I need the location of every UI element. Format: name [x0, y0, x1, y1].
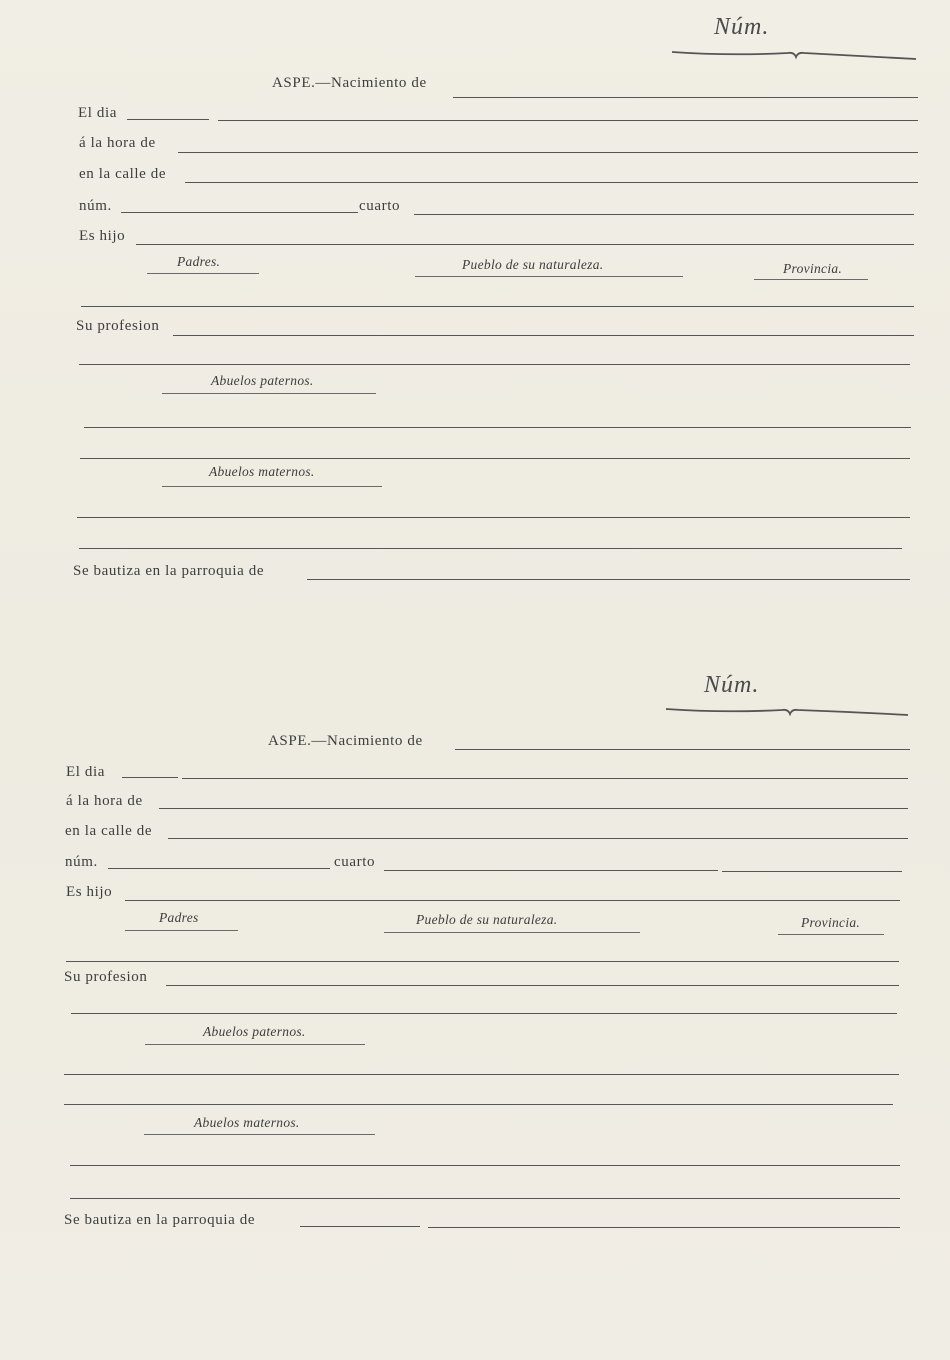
padres-header: Padres — [159, 910, 199, 925]
abuelos-paternos-line-1 — [84, 427, 911, 428]
padres-underline — [147, 273, 259, 274]
calle-label: en la calle de — [65, 823, 153, 839]
bautiza-line — [307, 579, 910, 580]
padres-header: Padres. — [177, 254, 221, 269]
num-label: núm. — [65, 854, 98, 870]
pueblo-header: Pueblo de su naturaleza. — [462, 257, 604, 272]
calle-label: en la calle de — [79, 166, 167, 182]
abuelos-maternos-header: Abuelos maternos. — [194, 1115, 300, 1130]
profesion-label: Su profesion — [76, 318, 160, 334]
hijo-line — [136, 244, 914, 245]
hora-label: á la hora de — [79, 135, 156, 151]
hijo-label: Es hijo — [66, 884, 113, 900]
flourish-underline — [664, 700, 914, 720]
provincia-underline — [778, 934, 884, 935]
abuelos-paternos-line-2 — [64, 1104, 893, 1105]
profesion-line — [166, 985, 899, 986]
pueblo-header: Pueblo de su naturaleza. — [416, 912, 558, 927]
abuelos-maternos-line-2 — [79, 548, 902, 549]
bautiza-line-2 — [428, 1227, 900, 1228]
padres-underline — [125, 930, 238, 931]
dia-line-2 — [182, 778, 908, 779]
abuelos-maternos-underline — [144, 1134, 375, 1135]
profesion-line — [173, 335, 914, 336]
abuelos-maternos-header: Abuelos maternos. — [209, 464, 315, 479]
abuelos-maternos-underline — [162, 486, 382, 487]
abuelos-maternos-line-2 — [70, 1198, 900, 1199]
num-line — [121, 212, 358, 213]
dia-line-2 — [218, 120, 918, 121]
form-title: ASPE.—Nacimiento de — [272, 75, 427, 91]
cuarto-label: cuarto — [359, 198, 401, 214]
bautiza-label: Se bautiza en la parroquia de — [73, 563, 265, 579]
dia-line — [127, 119, 209, 120]
number-label: Núm. — [714, 14, 770, 40]
number-label: Núm. — [704, 672, 760, 698]
profesion-line-2 — [71, 1013, 897, 1014]
calle-line — [185, 182, 918, 183]
padres-row-line — [81, 306, 914, 307]
pueblo-underline — [415, 276, 683, 277]
dia-line — [122, 777, 178, 778]
pueblo-underline — [384, 932, 640, 933]
cuarto-label: cuarto — [334, 854, 376, 870]
dia-label: El dia — [78, 105, 118, 121]
dia-label: El dia — [66, 764, 106, 780]
provincia-header: Provincia. — [783, 261, 843, 276]
abuelos-maternos-line-1 — [77, 517, 910, 518]
num-label: núm. — [79, 198, 112, 214]
bautiza-label: Se bautiza en la parroquia de — [64, 1212, 256, 1228]
hijo-line — [125, 900, 900, 901]
hora-label: á la hora de — [66, 793, 143, 809]
abuelos-paternos-underline — [162, 393, 376, 394]
calle-line — [168, 838, 908, 839]
hora-line — [159, 808, 908, 809]
abuelos-paternos-header: Abuelos paternos. — [211, 373, 314, 388]
hora-line — [178, 152, 918, 153]
provincia-header: Provincia. — [801, 915, 861, 930]
abuelos-maternos-line-1 — [70, 1165, 900, 1166]
provincia-underline — [754, 279, 868, 280]
cuarto-line — [414, 214, 914, 215]
cuarto-line-2 — [722, 871, 902, 872]
abuelos-paternos-header: Abuelos paternos. — [203, 1024, 306, 1039]
profesion-line-2 — [79, 364, 910, 365]
cuarto-line — [384, 870, 718, 871]
num-line — [108, 868, 330, 869]
flourish-underline — [670, 44, 920, 64]
bautiza-line — [300, 1226, 420, 1227]
abuelos-paternos-line-1 — [64, 1074, 899, 1075]
nacimiento-line — [455, 749, 910, 750]
abuelos-paternos-underline — [145, 1044, 365, 1045]
form-title: ASPE.—Nacimiento de — [268, 733, 423, 749]
nacimiento-line — [453, 97, 918, 98]
hijo-label: Es hijo — [79, 228, 126, 244]
abuelos-paternos-line-2 — [80, 458, 910, 459]
profesion-label: Su profesion — [64, 969, 148, 985]
padres-row-line — [66, 961, 899, 962]
